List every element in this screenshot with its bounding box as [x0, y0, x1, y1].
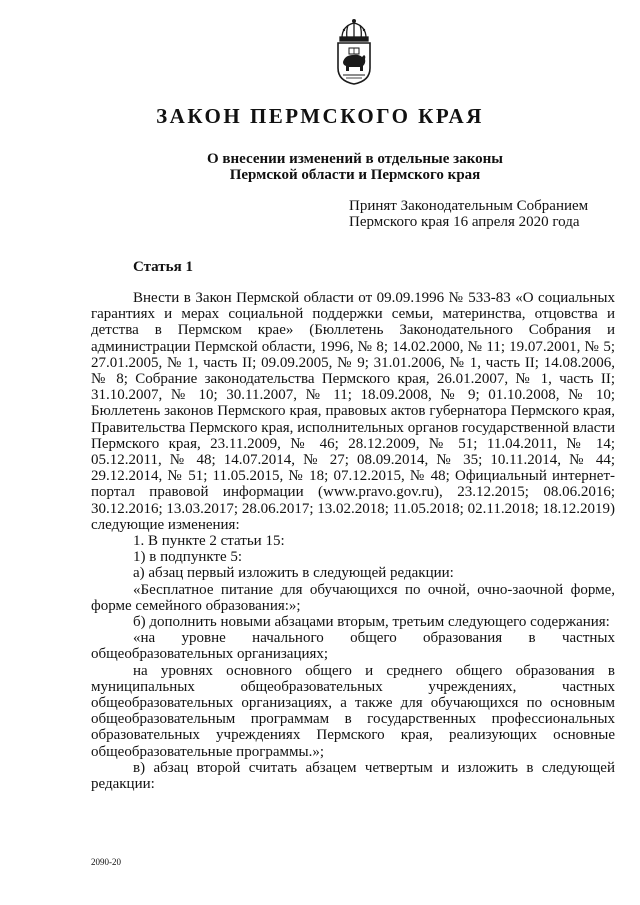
document-code: 2090-20 — [91, 857, 121, 867]
paragraph: в) абзац второй считать абзацем четвертым и изложить в следующей редакции: — [91, 759, 615, 793]
subtitle-line: О внесении изменений в отдельные законы — [207, 151, 503, 167]
subtitle-line: Пермской области и Пермского края — [229, 167, 481, 183]
adoption-line: Пермского края 16 апреля 2020 года — [349, 214, 580, 230]
paragraph: 1. В пункте 2 статьи 15: — [133, 533, 285, 550]
law-subtitle — [175, 151, 535, 183]
paragraph: 1) в подпункте 5: — [133, 549, 243, 566]
article-heading: Статья 1 — [133, 259, 193, 275]
law-title: ЗАКОН ПЕРМСКОГО КРАЯ — [156, 104, 484, 128]
paragraph: «на уровне начального общего образования в частных общеобразовательных организациях; — [91, 630, 615, 663]
paragraph: а) абзац первый изложить в следующей редакции: — [133, 565, 454, 582]
paragraph: на уровнях основного общего и среднего общего образования в муниципальных общеобразовательных учреждениях, частных общеобразовательных организациях, а также для обучающихся по основным общеобразовательным программам в государственных профессиональных образовательных учреждениях Пермского края, реализующих основные общеобразовательные программы.»; — [91, 662, 615, 760]
adoption-line: Принят Законодательным Собранием — [349, 198, 589, 214]
coat-of-arms-icon — [329, 18, 379, 86]
paragraph: б) дополнить новыми абзацами вторым, третьим следующего содержания: — [133, 614, 610, 631]
article-body — [91, 290, 615, 792]
paragraph: «Бесплатное питание для обучающихся по очной, очно-заочной форме, форме семейного образования:»; — [91, 581, 615, 614]
paragraph: Внести в Закон Пермской области от 09.09.1996 № 533-83 «О социальных гарантиях и мерах социальной поддержки семьи, материнства, отцовства и детства в Пермском крае» (Бюллетень Законодательного Собрания и администрации Пермской области, 1996, № 8; 14.02.2000, № 11; 19.07.2001, № 5; 27.01.2005, № 1, часть II; 09.09.2005, № 9; 31.01.2006, № 1, часть II; 14.08.2006, № 8; Собрание законодательства Пермского края, 26.01.2007, № 1, часть II; 31.10.2007, № 10; 30.11.2007, № 11; 18.09.2008, № 9; 01.10.2008, № 10; Бюллетень законов Пермского края, правовых актов губернатора Пермского края, Правительства Пермского края, исполнительных органов государственной власти Пермского края, 23.11.2009, № 46; 28.12.2009, № 51; 11.04.2011, № 14; 05.12.2011, № 48; 14.07.2014, № 27; 08.09.2014, № 35; 10.11.2014, № 44; 29.12.2014, № 51; 11.05.2015, № 18; 07.12.2015, № 48; Официальный интернет-портал правовой информации (www.pravo.gov.ru), 23.12.2015; 08.06.2016; 30.12.2016; 13.03.2017; 28.06.2017; 13.02.2018; 11.05.2018; 02.11.2018; 18.12.2019) следующие изменения: — [91, 290, 615, 533]
adoption-note — [349, 198, 629, 230]
